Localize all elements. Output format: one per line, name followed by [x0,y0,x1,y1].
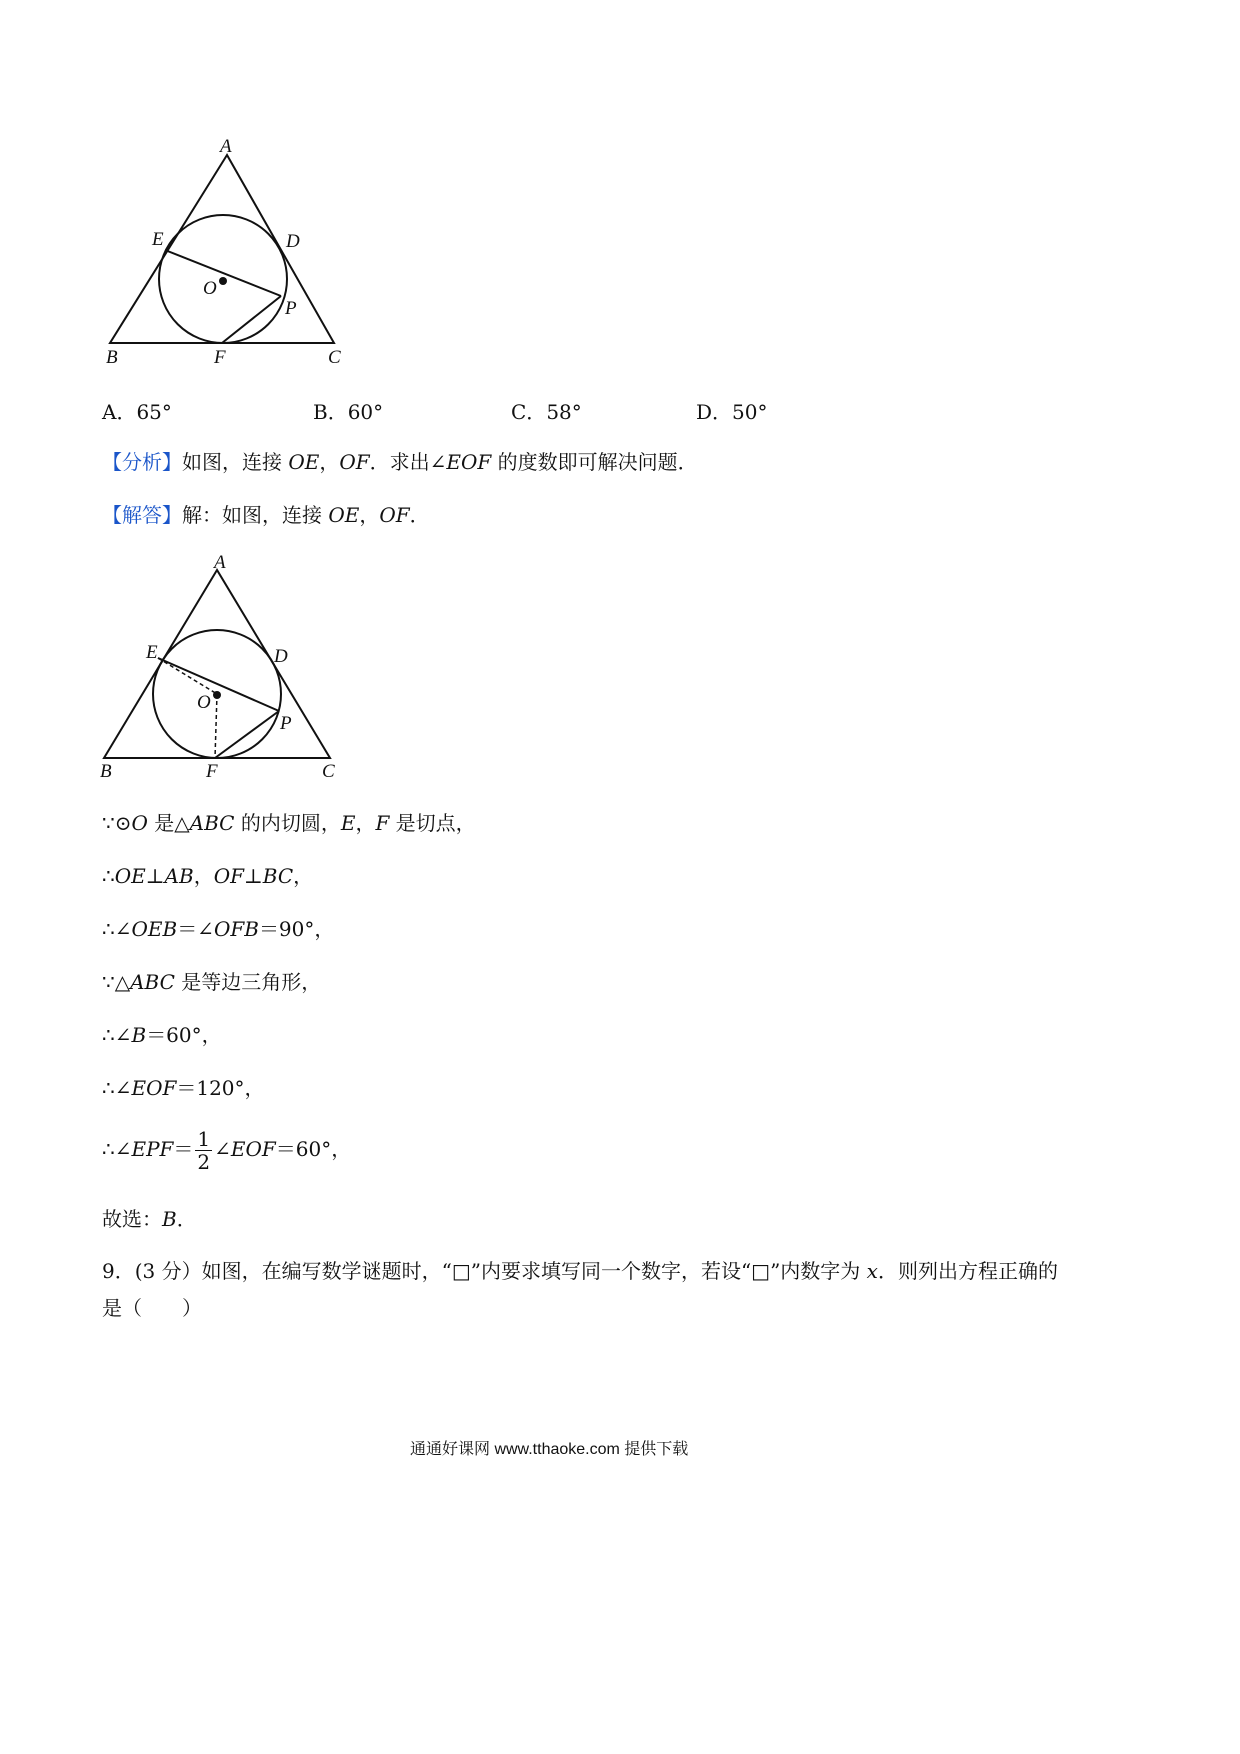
label-a: A [214,552,226,573]
geometry-figure-1 [100,130,380,380]
step-3: ∴∠OEB＝∠OFB＝90°， [102,917,335,941]
step-1: ∵⊙O 是△ABC 的内切圆，E，F 是切点， [102,811,476,835]
answer-line: 【解答】解：如图，连接 OE，OF． [102,503,430,527]
analysis-tag: 【分析】 [102,450,182,474]
label-o: O [203,278,217,299]
answer-tag: 【解答】 [102,503,182,527]
step-7: ∴∠EPF＝ $\frac{1}{2}$ ∠EOF＝60°， [102,1127,352,1174]
analysis-line: 【分析】如图，连接 OE，OF．求出∠EOF 的度数即可解决问题． [102,450,698,474]
label-d: D [286,231,300,252]
label-p: P [280,713,292,734]
choice-c: C．58° [511,400,582,424]
step-8: 故选：B． [102,1207,197,1231]
choice-d: D．50° [696,400,768,424]
step-2: ∴OE⊥AB，OF⊥BC， [102,864,314,888]
question-9-line-2: 是（ ） [102,1296,202,1320]
label-e: E [152,229,164,250]
geometry-figure-2 [96,546,366,786]
step-4: ∵△ABC 是等边三角形， [102,970,322,994]
page-footer: 通通好课网 www.tthaoke.com 提供下载 [410,1441,689,1458]
segment-ep [158,658,279,711]
triangle-abc [104,570,330,758]
label-d: D [274,646,288,667]
step-5: ∴∠B＝60°， [102,1023,222,1047]
center-point [213,691,221,699]
label-o: O [197,692,211,713]
label-e: E [146,642,158,663]
choice-a: A．65° [102,400,172,424]
choice-b: B．60° [313,400,384,424]
label-b: B [100,761,112,782]
label-f: F [214,347,226,368]
dashed-of [215,694,217,758]
step-6: ∴∠EOF＝120°， [102,1076,265,1100]
label-f: F [206,761,218,782]
dashed-oe [158,658,217,694]
label-c: C [328,347,341,368]
triangle-abc [110,155,334,343]
center-point [219,277,227,285]
label-p: P [285,298,297,319]
label-c: C [322,761,335,782]
label-a: A [220,136,232,157]
fraction-one-half: $\frac{1}{2}$ [197,1127,211,1174]
question-9-line-1: 9．(3 分）如图，在编写数学谜题时，“□”内要求填写同一个数字，若设“□”内数字为 x．则列出方程正确的 [102,1259,1058,1283]
segment-ep [165,250,281,296]
label-b: B [106,347,118,368]
